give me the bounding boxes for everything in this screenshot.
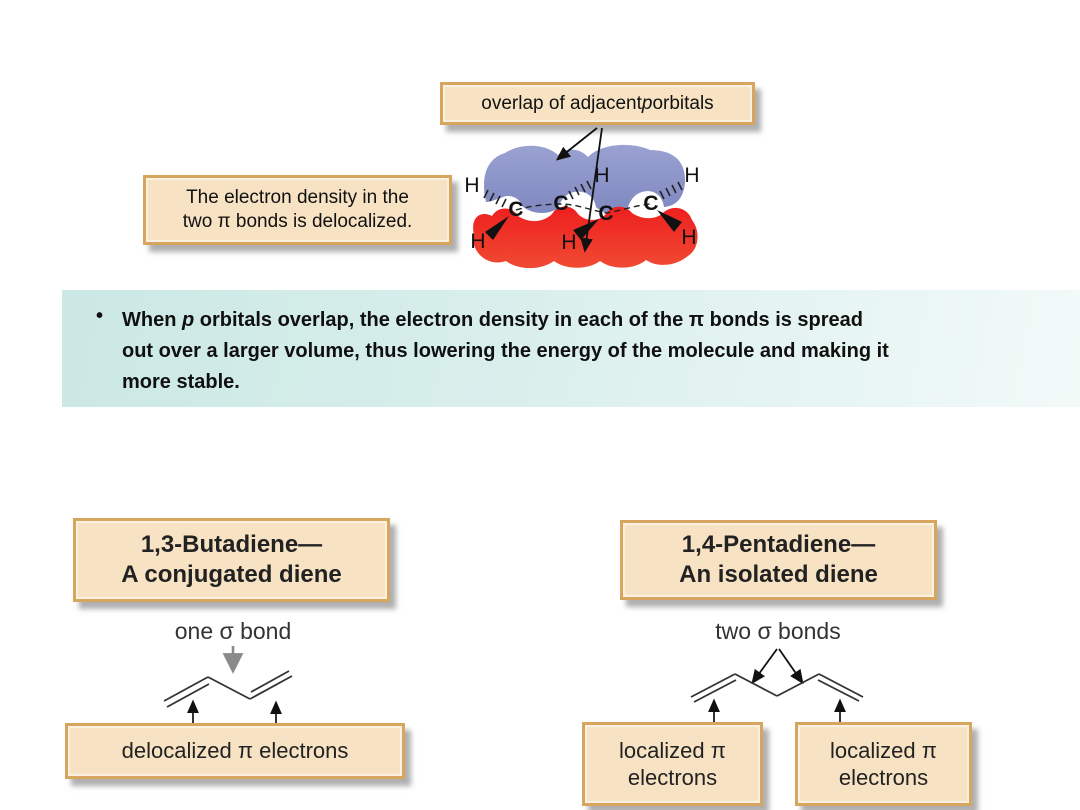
sigma-pointer-arrow-left xyxy=(753,649,777,682)
bullet-italic-p: p xyxy=(182,309,195,331)
density-label-line2: two π bonds is delocalized. xyxy=(182,211,413,232)
localized-electrons-box-right xyxy=(795,722,972,806)
density-label-box xyxy=(143,175,452,245)
localized-right-line2: electrons xyxy=(838,765,929,790)
key-point-panel xyxy=(62,290,1080,407)
localized-right-line1: localized π xyxy=(830,737,937,763)
carbon-label-3: C xyxy=(598,202,614,225)
bullet-text xyxy=(122,305,889,398)
delocalized-electrons-label: delocalized π electrons xyxy=(121,738,349,764)
pentadiene-skeleton xyxy=(691,674,863,702)
hydrogen-label-topcenter: H xyxy=(594,164,610,187)
butadiene-title-box xyxy=(73,518,390,602)
overlap-label-post: orbitals xyxy=(652,92,714,114)
hydrogen-label-bottomcenter: H xyxy=(561,231,577,254)
overlap-label-pre: overlap of adjacent xyxy=(481,92,642,114)
butadiene-skeleton xyxy=(164,671,292,707)
butadiene-title-line2: A conjugated diene xyxy=(121,561,342,588)
pentadiene-title-line2: An isolated diene xyxy=(679,561,878,588)
bullet-line1: When p orbitals overlap, the electron density in each of the π bonds is spread xyxy=(122,309,864,331)
pentadiene-title-box xyxy=(620,520,937,600)
bullet-line2: out over a larger volume, thus lowering the energy of the molecule and making it xyxy=(122,340,889,362)
pentadiene-structure xyxy=(620,640,880,735)
bullet-item xyxy=(62,290,1080,398)
overlap-label-box xyxy=(440,82,755,125)
delocalized-electrons-box xyxy=(65,723,405,779)
localized-electrons-box-left xyxy=(582,722,763,806)
hydrogen-label-topleft: H xyxy=(464,174,480,197)
hydrogen-label-bottomleft: H xyxy=(470,230,486,253)
carbon-label-1: C xyxy=(508,198,524,221)
carbon-label-2: C xyxy=(553,192,569,215)
localized-left-line1: localized π xyxy=(619,737,726,763)
overlap-label-italic-p: p xyxy=(641,92,653,114)
butadiene-title-line1: 1,3-Butadiene— xyxy=(140,531,323,558)
pentadiene-title-line1: 1,4-Pentadiene— xyxy=(681,531,876,558)
hydrogen-label-topright: H xyxy=(684,164,700,187)
bullet-line3: more stable. xyxy=(122,371,240,393)
butadiene-sigma-label: one σ bond xyxy=(174,618,292,644)
localized-left-line2: electrons xyxy=(627,765,718,790)
pentadiene-sigma-label: two σ bonds xyxy=(715,618,841,644)
carbon-label-4: C xyxy=(643,192,659,215)
density-label-line1: The electron density in the xyxy=(186,187,409,209)
sigma-pointer-arrow-right xyxy=(779,649,802,682)
orbital-molecule-figure xyxy=(430,120,730,275)
bullet-marker: • xyxy=(96,305,104,327)
butadiene-structure xyxy=(140,640,340,735)
hydrogen-label-bottomright: H xyxy=(681,226,697,249)
